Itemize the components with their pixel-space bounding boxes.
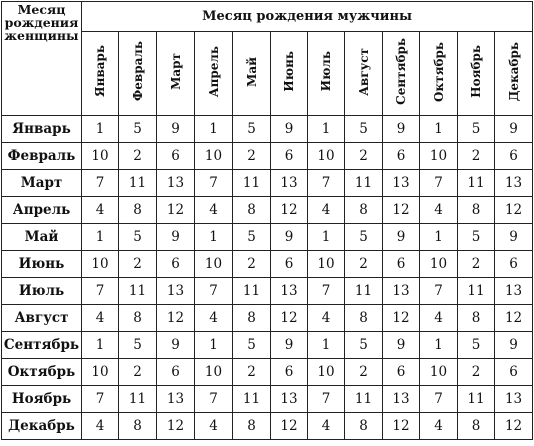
column-header-7	[308, 32, 345, 116]
table-cell: 5	[233, 116, 271, 143]
column-header-label: Июнь	[282, 51, 296, 92]
table-cell: 13	[383, 278, 420, 305]
table-cell: 10	[195, 359, 233, 386]
table-cell: 4	[82, 413, 119, 440]
table-cell: 9	[271, 332, 308, 359]
table-cell: 12	[383, 413, 420, 440]
row-label: Март	[2, 170, 82, 197]
table-cell: 10	[420, 251, 458, 278]
table-cell: 4	[308, 197, 345, 224]
table-cell: 4	[308, 413, 345, 440]
row-label: Май	[2, 224, 82, 251]
table-cell: 2	[345, 359, 383, 386]
table-cell: 9	[495, 332, 533, 359]
table-cell: 10	[420, 359, 458, 386]
table-cell: 13	[495, 170, 533, 197]
column-header-5	[233, 32, 271, 116]
table-cell: 4	[420, 197, 458, 224]
column-header-label: Октябрь	[431, 41, 446, 102]
table-cell: 4	[195, 413, 233, 440]
table-row	[2, 332, 533, 359]
table-cell: 2	[345, 251, 383, 278]
table-cell: 8	[119, 305, 157, 332]
table-cell: 7	[82, 278, 119, 305]
table-cell: 1	[195, 224, 233, 251]
table-cell: 1	[420, 116, 458, 143]
table-cell: 12	[495, 197, 533, 224]
table-cell: 12	[157, 305, 195, 332]
table-row	[2, 224, 533, 251]
row-label: Апрель	[2, 197, 82, 224]
column-header-8	[345, 32, 383, 116]
column-header-3	[157, 32, 195, 116]
table-row	[2, 305, 533, 332]
table-cell: 8	[345, 413, 383, 440]
table-cell: 2	[119, 143, 157, 170]
table-cell: 6	[383, 143, 420, 170]
table-cell: 12	[495, 305, 533, 332]
table-cell: 9	[271, 116, 308, 143]
table-cell: 10	[195, 251, 233, 278]
row-label: Декабрь	[2, 413, 82, 440]
table-cell: 13	[157, 170, 195, 197]
table-cell: 1	[420, 224, 458, 251]
table-cell: 11	[345, 170, 383, 197]
table-cell: 10	[308, 251, 345, 278]
table-cell: 4	[82, 305, 119, 332]
table-cell: 9	[383, 332, 420, 359]
table-cell: 11	[458, 170, 495, 197]
table-cell: 4	[420, 413, 458, 440]
table-cell: 5	[119, 332, 157, 359]
table-row	[2, 413, 533, 440]
table-cell: 12	[271, 305, 308, 332]
table-cell: 2	[458, 359, 495, 386]
table-cell: 6	[495, 359, 533, 386]
table-cell: 6	[495, 143, 533, 170]
table-cell: 4	[195, 305, 233, 332]
table-cell: 13	[383, 386, 420, 413]
table-cell: 2	[233, 251, 271, 278]
column-header-label: Март	[168, 53, 183, 90]
table-cell: 10	[308, 359, 345, 386]
table-cell: 13	[495, 386, 533, 413]
table-cell: 6	[271, 359, 308, 386]
table-cell: 9	[157, 224, 195, 251]
table-cell: 5	[345, 224, 383, 251]
column-header-4	[195, 32, 233, 116]
table-cell: 13	[271, 278, 308, 305]
table-cell: 7	[420, 278, 458, 305]
table-cell: 4	[82, 197, 119, 224]
table-cell: 6	[383, 251, 420, 278]
table-cell: 7	[308, 278, 345, 305]
column-header-6	[271, 32, 308, 116]
row-label: Февраль	[2, 143, 82, 170]
table-row	[2, 386, 533, 413]
table-cell: 9	[157, 116, 195, 143]
table-cell: 5	[458, 332, 495, 359]
table-cell: 13	[495, 278, 533, 305]
table-cell: 5	[119, 116, 157, 143]
table-cell: 7	[308, 170, 345, 197]
table-cell: 9	[495, 116, 533, 143]
table-cell: 5	[233, 224, 271, 251]
table-cell: 6	[271, 251, 308, 278]
row-label: Июнь	[2, 251, 82, 278]
table-cell: 2	[458, 143, 495, 170]
table-cell: 7	[195, 278, 233, 305]
table-cell: 6	[271, 143, 308, 170]
table-cell: 10	[308, 143, 345, 170]
table-cell: 1	[308, 116, 345, 143]
table-cell: 13	[271, 386, 308, 413]
table-cell: 7	[195, 386, 233, 413]
table-cell: 5	[119, 224, 157, 251]
column-header-label: Май	[244, 56, 259, 87]
table-cell: 7	[82, 386, 119, 413]
table-cell: 10	[82, 251, 119, 278]
table-cell: 5	[345, 116, 383, 143]
table-cell: 11	[119, 278, 157, 305]
table-cell: 13	[271, 170, 308, 197]
table-cell: 5	[345, 332, 383, 359]
corner-line-3: женщины	[4, 28, 79, 43]
table-cell: 9	[383, 116, 420, 143]
table-row	[2, 251, 533, 278]
table-row	[2, 359, 533, 386]
table-cell: 7	[82, 170, 119, 197]
table-cell: 5	[458, 224, 495, 251]
table-cell: 12	[271, 197, 308, 224]
column-header-label: Апрель	[206, 45, 221, 98]
table-cell: 13	[157, 278, 195, 305]
table-cell: 12	[495, 413, 533, 440]
column-header-label: Декабрь	[506, 41, 521, 102]
table-cell: 8	[345, 197, 383, 224]
table-cell: 11	[458, 386, 495, 413]
table-cell: 11	[345, 278, 383, 305]
table-cell: 8	[345, 305, 383, 332]
table-cell: 11	[119, 170, 157, 197]
table-cell: 10	[195, 143, 233, 170]
table-cell: 9	[271, 224, 308, 251]
corner-header	[2, 2, 82, 116]
column-header-label: Август	[356, 47, 371, 96]
table-row	[2, 116, 533, 143]
table-cell: 9	[157, 332, 195, 359]
column-header-label: Февраль	[130, 41, 145, 102]
table-cell: 13	[157, 386, 195, 413]
table-cell: 9	[383, 224, 420, 251]
table-cell: 6	[383, 359, 420, 386]
table-cell: 6	[157, 251, 195, 278]
table-cell: 7	[195, 170, 233, 197]
table-cell: 2	[458, 251, 495, 278]
table-row	[2, 197, 533, 224]
corner-line-2: рождения	[4, 15, 79, 30]
table-cell: 1	[195, 332, 233, 359]
table-cell: 5	[233, 332, 271, 359]
table-cell: 1	[195, 116, 233, 143]
table-cell: 9	[495, 224, 533, 251]
column-header-12	[495, 32, 533, 116]
table-cell: 7	[420, 170, 458, 197]
table-cell: 12	[383, 305, 420, 332]
table-cell: 12	[157, 197, 195, 224]
column-header-11	[458, 32, 495, 116]
table-cell: 1	[420, 332, 458, 359]
table-cell: 8	[458, 197, 495, 224]
table-cell: 8	[458, 413, 495, 440]
table-cell: 6	[157, 143, 195, 170]
row-label: Август	[2, 305, 82, 332]
column-header-label: Январь	[93, 45, 107, 98]
table-cell: 2	[119, 251, 157, 278]
column-header-label: Сентябрь	[394, 38, 408, 105]
table-cell: 11	[233, 386, 271, 413]
row-label: Июль	[2, 278, 82, 305]
table-cell: 1	[82, 224, 119, 251]
row-label: Сентябрь	[2, 332, 82, 359]
table-cell: 6	[495, 251, 533, 278]
table-cell: 8	[233, 413, 271, 440]
table-cell: 5	[458, 116, 495, 143]
row-label: Октябрь	[2, 359, 82, 386]
column-header-1	[82, 32, 119, 116]
table-cell: 10	[420, 143, 458, 170]
table-cell: 1	[82, 332, 119, 359]
column-header-10	[420, 32, 458, 116]
table-cell: 11	[345, 386, 383, 413]
table-cell: 11	[233, 278, 271, 305]
table-cell: 6	[157, 359, 195, 386]
table-cell: 2	[233, 143, 271, 170]
table-cell: 4	[195, 197, 233, 224]
column-header-label: Июль	[319, 51, 333, 92]
table-cell: 7	[308, 386, 345, 413]
table-cell: 4	[420, 305, 458, 332]
table-cell: 12	[383, 197, 420, 224]
table-cell: 8	[458, 305, 495, 332]
table-cell: 2	[345, 143, 383, 170]
table-cell: 11	[458, 278, 495, 305]
male-month-header: Месяц рождения мужчины	[82, 2, 533, 32]
table-cell: 10	[82, 359, 119, 386]
column-header-2	[119, 32, 157, 116]
table-cell: 10	[82, 143, 119, 170]
table-cell: 13	[383, 170, 420, 197]
table-cell: 8	[233, 197, 271, 224]
table-cell: 8	[119, 413, 157, 440]
table-cell: 12	[157, 413, 195, 440]
table-row	[2, 143, 533, 170]
column-header-label: Ноябрь	[469, 45, 483, 98]
row-label: Январь	[2, 116, 82, 143]
column-header-9	[383, 32, 420, 116]
table-cell: 12	[271, 413, 308, 440]
table-cell: 8	[119, 197, 157, 224]
table-cell: 11	[119, 386, 157, 413]
table-cell: 7	[420, 386, 458, 413]
table-cell: 8	[233, 305, 271, 332]
table-cell: 2	[119, 359, 157, 386]
table-cell: 1	[82, 116, 119, 143]
corner-line-1: Месяц	[17, 2, 66, 17]
table-cell: 11	[233, 170, 271, 197]
compatibility-table	[1, 1, 533, 440]
table-cell: 2	[233, 359, 271, 386]
row-label: Ноябрь	[2, 386, 82, 413]
table-row	[2, 278, 533, 305]
table-row	[2, 170, 533, 197]
table-cell: 1	[308, 224, 345, 251]
table-cell: 1	[308, 332, 345, 359]
table-cell: 4	[308, 305, 345, 332]
